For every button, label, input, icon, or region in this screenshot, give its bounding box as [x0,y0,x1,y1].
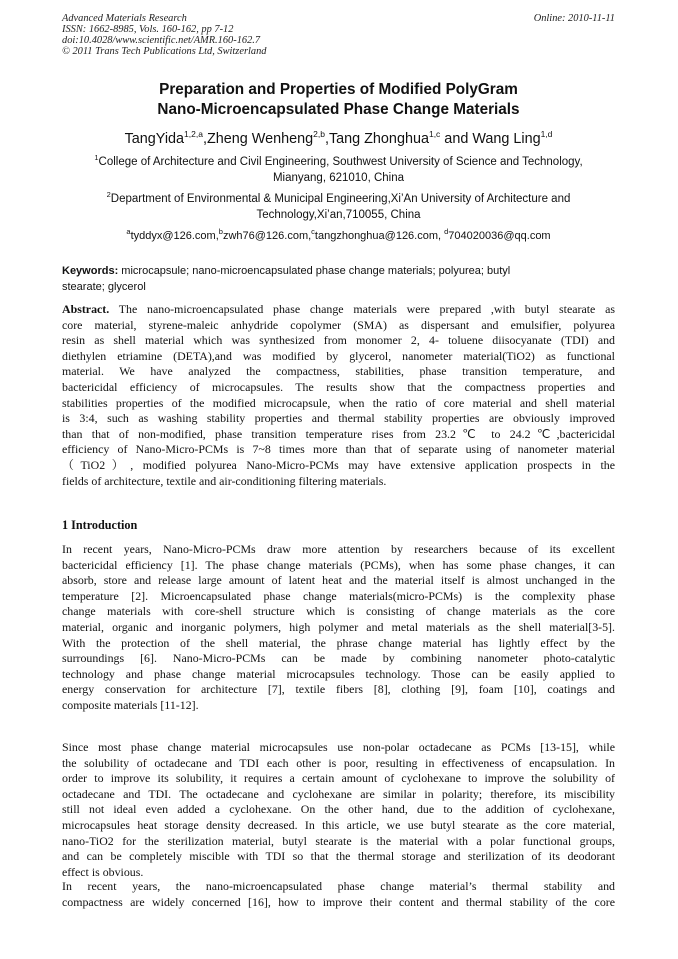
title-line-2: Nano-Microencapsulated Phase Change Materials [157,101,520,118]
intro-paragraph-2 [62,740,615,880]
paragraph-line: change materials with core-shell structure which is consisting of change materials as the core [62,604,615,619]
paragraph-line: temperature [2]. Microencapsulated phase change materials(micro-PCMs) is the complexity phase [62,588,615,603]
paragraph-line: Since most phase change material microcapsules use non-polar octadecane as PCMs [13-15], while [62,740,615,754]
affiliation-line: Technology,Xi’an,710055, China [256,209,421,221]
paragraph-line: With the protection of the shell material, the phrase change material has lightly effect by the [62,635,615,650]
intro-paragraph-3 [62,879,615,910]
journal-header [62,13,382,57]
journal-name: Advanced Materials Research [62,13,187,24]
author-name: Zheng Wenheng [206,131,314,147]
abstract-line: resin as shell material which was synthesized from monomer 2, 4- toluene diisocyanate (TDI) and [62,333,615,348]
author-affiliation-mark: 1,2,a [184,129,203,139]
affiliation-2 [62,191,615,223]
author-list [62,129,615,149]
journal-copyright: © 2011 Trans Tech Publications Ltd, Switzerland [62,46,267,57]
affiliation-mark: 2 [106,190,111,199]
email-address: tangzhonghua@126.com, [314,230,445,242]
abstract-line: （TiO2）, modified polyurea Nano-Micro-PCMs may have extensive application prospects in the [62,457,615,472]
affiliation-line: Department of Environmental & Municipal Engineering,Xi’An University of Architecture and [110,193,571,205]
intro-paragraph-1 [62,542,615,714]
author-separator: , [202,131,207,147]
email-address: 704020036@qq.com [448,230,551,242]
paragraph-line: bactericidal efficiency [1]. The phase change materials (PCMs), when has some phase changes, it can [62,557,615,572]
paragraph-line: the solubility of octadecane and TDI each other is poor, resulting in effectiveness of encapsulation. In [62,755,615,770]
author-affiliation-mark: 2,b [313,129,325,139]
paragraph-line: still not ideal even added a cyclohexane. On the other hand, due to the addition of cyclohexane, [62,802,615,817]
paragraph-line: compactness are widely concerned [16], how to improve their content and thermal stability of the core [62,894,615,909]
email-mark: c [311,227,315,236]
email-list [62,228,615,244]
keywords-text: microcapsule; nano-microencapsulated phase change materials; polyurea; butyl [118,265,511,277]
affiliation-1 [62,154,615,186]
keywords-text: stearate; glycerol [62,281,146,293]
email-mark: a [126,227,131,236]
paragraph-line: material, organic and inorganic polymers, high polymer and metal materials as the shell material[3-5]. [62,619,615,634]
keywords-label: Keywords: [62,265,119,277]
paragraph-line: absorb, store and release large amount of latent heat and the material itself is almost unchanged in the [62,573,615,588]
paragraph-line: nano-TiO2 for the sterilization material, butyl stearate is the material with a polar functional groups, [62,833,615,848]
affiliation-line: Mianyang, 621010, China [272,172,405,184]
paper-title [62,80,615,120]
abstract-line [62,302,615,318]
abstract-line: than that of non-modified, phase transition temperature rises from 23.2℃ to 24.2℃,bactericidal [62,426,615,441]
title-line-1: Preparation and Properties of Modified PolyGram [159,81,518,98]
author-affiliation-mark: 1,c [428,129,441,139]
abstract-line: efficiency of Nano-Micro-PCMs is 7~8 times more than that of separate using of nanometer material [62,442,615,457]
email-mark: b [218,227,223,236]
abstract-line: core material, styrene-maleic anhydride copolymer (SMA) as dispersant and emulsifier, polyurea [62,317,615,332]
author-name: Wang Ling [472,131,541,147]
abstract-text: The nano-microencapsulated phase change materials were prepared ,with butyl stearate as [109,302,615,316]
paragraph-line: microcapsules heat storage density decreased. In this article, we use butyl stearate as the core material, [62,817,615,832]
paragraph-line: In recent years, Nano-Micro-PCMs draw more attention by researchers because of its excellent [62,542,615,556]
abstract-line: bactericidal efficiency of microcapsules. The results show that the compactness properties and [62,379,615,394]
paragraph-line: and can be completely miscible with TDI so that the thermal storage and sterilization of its deodorant [62,849,615,864]
paragraph-line: energy conservation for architecture [7], textile fibers [8], clothing [9], foam [10], coatings and [62,682,615,697]
paragraph-line: octadecane and TDI. The octadecane and cyclohexane are similar in polarity; therefore, its miscibility [62,786,615,801]
paragraph-line: technology and phase change material microcapsules technology. Those can be easily applied to [62,666,615,681]
abstract-label: Abstract. [62,302,110,316]
paragraph-line: surroundings [6]. Nano-Micro-PCMs can be made by combining nanometer photo-catalytic [62,651,615,666]
affiliation-mark: 1 [94,153,99,162]
online-date: Online: 2010-11-11 [533,13,615,24]
abstract-line: diethylen etriamine (DETA),and was modified by glycerol, nanometer material(TiO2) as functional [62,348,615,363]
abstract-line: stabilities properties of the modified microcapsule, when the ratio of core material and shell material [62,395,615,410]
paragraph-line: order to improve its solubility, it requires a certain amount of cyclohexane to improve the solubility of [62,771,615,786]
author-separator: and [440,131,473,147]
abstract-line: material. We have analyzed the compactness, stabilities, phase transition temperature, and [62,364,615,379]
author-name: Tang Zhonghua [328,131,429,147]
paragraph-line: composite materials [11-12]. [62,697,199,712]
abstract-line: is 3:4, such as washing stability properties and thermal stability properties are obviously improved [62,411,615,426]
email-mark: d [444,227,449,236]
journal-issn: ISSN: 1662-8985, Vols. 160-162, pp 7-12 [62,24,234,35]
affiliation-line: College of Architecture and Civil Engineering, Southwest University of Science and Technology, [98,156,583,168]
author-affiliation-mark: 1,d [540,129,553,139]
keywords-section [62,263,615,295]
email-address: tyddyx@126.com, [130,230,219,242]
paragraph-line: In recent years, the nano-microencapsulated phase change material’s thermal stability and [62,879,615,893]
author-name: TangYida [124,131,185,147]
author-separator: , [324,131,329,147]
paragraph-line: effect is obvious. [62,864,144,879]
abstract-line: fields of architecture, textile and air-conditioning filtering materials. [62,473,387,488]
abstract-section [62,302,615,489]
journal-doi: doi:10.4028/www.scientific.net/AMR.160-162.7 [62,35,261,46]
section-heading-introduction: 1 Introduction [62,518,138,532]
email-address: zwh76@126.com, [222,230,312,242]
